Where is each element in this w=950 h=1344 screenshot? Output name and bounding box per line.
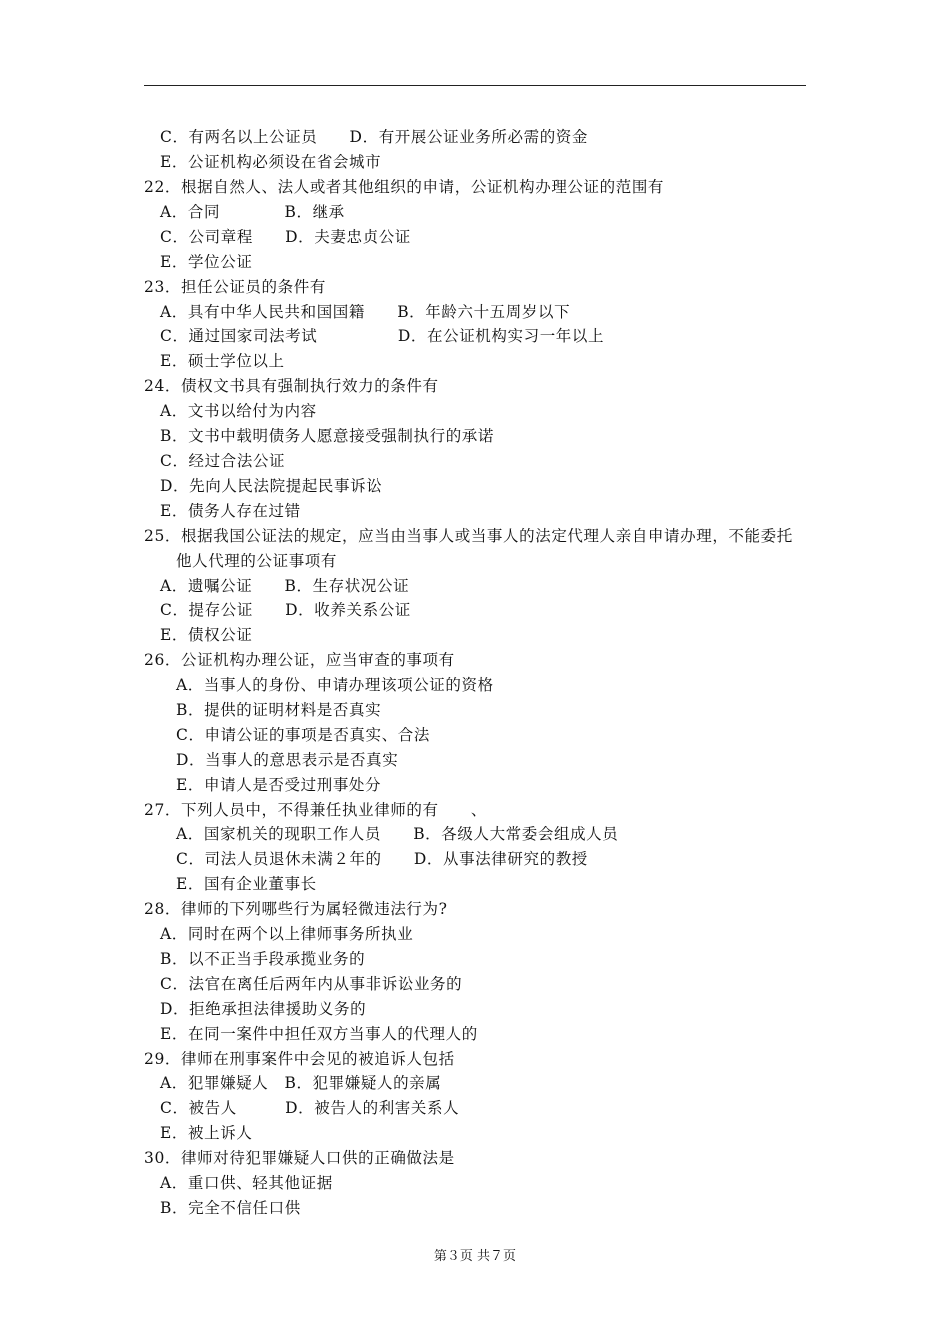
question-line: 26．公证机构办理公证，应当审查的事项有: [144, 651, 455, 669]
question-line: 22．根据自然人、法人或者其他组织的申请，公证机构办理公证的范围有: [144, 178, 665, 196]
text-line: C．法官在离任后两年内从事非诉讼业务的: [160, 975, 463, 993]
text-line: C．通过国家司法考试 D．在公证机构实习一年以上: [160, 327, 605, 345]
text-line: C．有两名以上公证员 D．有开展公证业务所必需的资金: [160, 128, 588, 146]
text-line: A．合同 B．继承: [160, 203, 345, 221]
text-line: E．国有企业董事长: [176, 875, 317, 893]
text-line: D．拒绝承担法律援助义务的: [160, 1000, 367, 1018]
text-line: E．被上诉人: [160, 1124, 253, 1142]
header-rule: [144, 85, 806, 86]
text-line: A．国家机关的现职工作人员 B．各级人大常委会组成人员: [176, 825, 619, 843]
question-line: 28．律师的下列哪些行为属轻微违法行为?: [144, 900, 448, 918]
text-line: C．公司章程 D．夫妻忠贞公证: [160, 228, 411, 246]
text-line: B．提供的证明材料是否真实: [176, 701, 382, 719]
text-line: C．申请公证的事项是否真实、合法: [176, 726, 430, 744]
text-line: C．被告人 D．被告人的利害关系人: [160, 1099, 460, 1117]
text-line: E．债权公证: [160, 626, 253, 644]
text-line: B．文书中载明债务人愿意接受强制执行的承诺: [160, 427, 494, 445]
question-line: 27．下列人员中，不得兼任执业律师的有 、: [144, 801, 487, 819]
text-line: C．经过合法公证: [160, 452, 286, 470]
text-line: E．债务人存在过错: [160, 502, 301, 520]
text-line: A．遗嘱公证 B．生存状况公证: [160, 577, 410, 595]
text-line: D．先向人民法院提起民事诉讼: [160, 477, 383, 495]
question-line: 30．律师对待犯罪嫌疑人口供的正确做法是: [144, 1149, 455, 1167]
text-line: B．以不正当手段承揽业务的: [160, 950, 366, 968]
text-line: 他人代理的公证事项有: [176, 552, 338, 570]
text-line: C．提存公证 D．收养关系公证: [160, 601, 411, 619]
page-footer: 第３页 共７页: [433, 1249, 517, 1264]
text-line: A．犯罪嫌疑人 B．犯罪嫌疑人的亲属: [160, 1074, 442, 1092]
text-line: E．公证机构必须设在省会城市: [160, 153, 382, 171]
text-line: C．司法人员退休未满２年的 D．从事法律研究的教授: [176, 850, 588, 868]
text-line: A．文书以给付为内容: [160, 402, 317, 420]
text-line: E．在同一案件中担任双方当事人的代理人的: [160, 1025, 478, 1043]
question-line: 23．担任公证员的条件有: [144, 278, 326, 296]
text-line: A．重口供、轻其他证据: [160, 1174, 333, 1192]
question-line: 29．律师在刑事案件中会见的被追诉人包括: [144, 1050, 455, 1068]
text-line: B．完全不信任口供: [160, 1199, 301, 1217]
question-line: 24．债权文书具有强制执行效力的条件有: [144, 377, 439, 395]
text-line: E．学位公证: [160, 253, 253, 271]
question-line: 25．根据我国公证法的规定，应当由当事人或当事人的法定代理人亲自申请办理，不能委托: [144, 527, 793, 545]
text-line: A．当事人的身份、申请办理该项公证的资格: [176, 676, 494, 694]
text-line: E．申请人是否受过刑事处分: [176, 776, 382, 794]
text-line: D．当事人的意思表示是否真实: [176, 751, 399, 769]
text-line: A．同时在两个以上律师事务所执业: [160, 925, 414, 943]
text-line: E．硕士学位以上: [160, 352, 285, 370]
text-line: A．具有中华人民共和国国籍 B．年龄六十五周岁以下: [160, 303, 571, 321]
